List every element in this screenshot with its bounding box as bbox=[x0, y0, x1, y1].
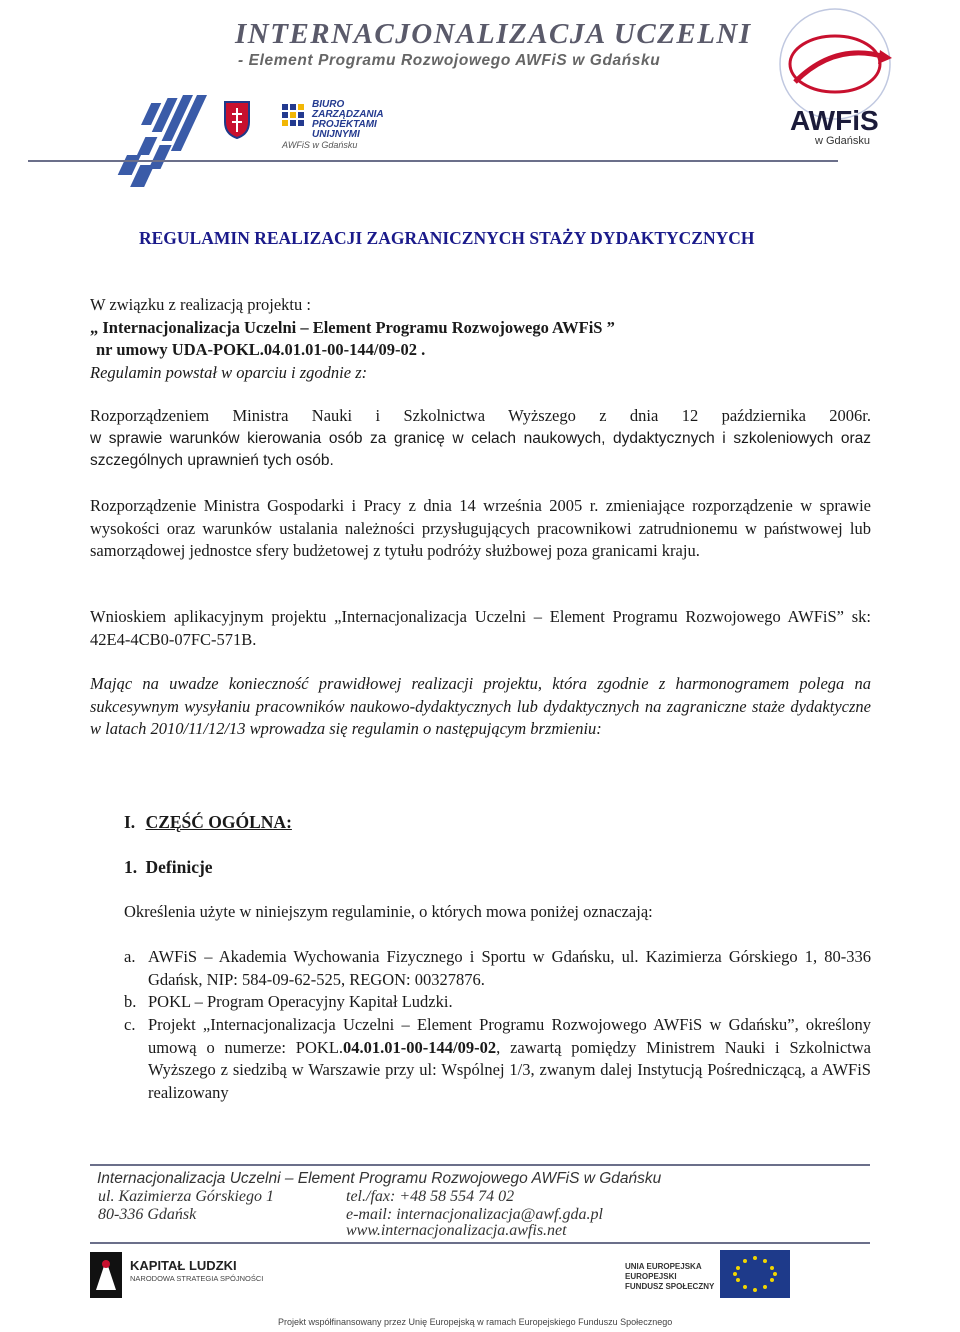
footer-address-1: ul. Kazimierza Górskiego 1 bbox=[98, 1188, 274, 1205]
coat-of-arms-icon bbox=[222, 100, 252, 140]
awfis-logo-subtitle: w Gdańsku bbox=[815, 135, 871, 147]
kapital-ludzki-title: KAPITAŁ LUDZKI bbox=[130, 1258, 237, 1273]
footer-institution: Internacjonalizacja Uczelni – Element Programu Rozwojowego AWFiS w Gdańsku bbox=[97, 1170, 662, 1187]
eu-fund-text: UNIA EUROPEJSKA EUROPEJSKI FUNDUSZ SPOŁECZNY bbox=[625, 1262, 715, 1291]
kapital-ludzki-subtitle: NARODOWA STRATEGIA SPÓJNOŚCI bbox=[130, 1274, 264, 1283]
intro-line-1: W związku z realizacją projektu : bbox=[90, 295, 311, 314]
header-divider bbox=[28, 160, 838, 162]
header-subtitle: - Element Programu Rozwojowego AWFiS w Gdańsku bbox=[238, 52, 661, 69]
purpose-paragraph: Mając na uwadze konieczność prawidłowej realizacji projektu, która zgodnie z harmonogramem polega na sukcesywnym wysyłaniu pracowników naukowo-dydaktycznych lub dydaktycznych na zagraniczne staże dydaktyczne w latach 2010/11/12/13 wprowadza się regulamin o następującym brzmieniu: bbox=[90, 674, 871, 738]
list-item: a. AWFiS – Akademia Wychowania Fizycznego i Sportu w Gdańsku, ul. Kazimierza Górskiego 1, 80-336 Gdańsk, NIP: 584-09-62-525, REGON: 00327876. bbox=[124, 947, 871, 989]
footer-divider-bottom bbox=[90, 1242, 870, 1244]
intro-block bbox=[90, 294, 615, 384]
intro-line-4: Regulamin powstał w oparciu i zgodnie z: bbox=[90, 362, 368, 382]
bzpu-logo-text: BIURO ZARZĄDZANIA PROJEKTAMI UNIJNYMI bbox=[312, 99, 384, 140]
footer-phone: tel./fax: +48 58 554 74 02 bbox=[346, 1188, 515, 1205]
cofinancing-note: Projekt współfinansowany przez Unię Europejską w ramach Europejskiego Funduszu Społecznego bbox=[278, 1317, 673, 1327]
intro-line-3: nr umowy UDA-POKL.04.01.01-00-144/09-02 . bbox=[96, 340, 426, 359]
regulation-2: Rozporządzenie Ministra Gospodarki i Pracy z dnia 14 września 2005 r. zmieniające rozporządzenie w sprawie wysokości oraz warunków ustalania należności przysługujących pracownikowi zatrudnionemu w państwowej lub samorządowej jednostce sfery budżetowej z tytułu podróży służbowej poza granicami kraju. bbox=[90, 496, 871, 560]
footer-address-2: 80-336 Gdańsk bbox=[98, 1206, 197, 1223]
kapital-ludzki-icon bbox=[88, 1250, 124, 1300]
list-item: b. POKL – Program Operacyjny Kapitał Ludzki. bbox=[124, 992, 453, 1011]
section-heading: I. CZĘŚĆ OGÓLNA: bbox=[124, 812, 292, 832]
definitions-intro: Określenia użyte w niniejszym regulaminie, o których mowa poniżej oznaczają: bbox=[124, 902, 653, 921]
bzpu-logo-icon bbox=[280, 100, 310, 140]
footer-email: e-mail: internacjonalizacja@awf.gda.pl bbox=[346, 1206, 603, 1223]
regulation-1: Rozporządzeniem Ministra Nauki i Szkolnictwa Wyższego z dnia 12 października 2006r. w sprawie warunków kierowania osób za granicę w celach naukowych, dydaktycznych i szkoleniowych oraz szczególnych uprawnień tych osób. bbox=[90, 406, 871, 469]
list-item: c. Projekt „Internacjonalizacja Uczelni – Element Programu Rozwojowego AWFiS w Gdańsku”, określony umową o numerze: POKL.04.01.01-00-144/09-02, zawartą pomiędzy Ministrem Nauki i Szkolnictwa Wyższego z siedzibą w Warszawie przy ul: Wspólnej 1/3, zwanym dalej Instytucją Pośredniczącą, a AWFiS realizowany bbox=[124, 1015, 872, 1102]
subsection-heading: 1. Definicje bbox=[124, 857, 213, 877]
eu-flag-icon bbox=[720, 1250, 790, 1298]
swoosh-graphic bbox=[95, 95, 225, 210]
awfis-logo-text: AWFiS bbox=[790, 105, 879, 136]
intro-line-2: „ Internacjonalizacja Uczelni – Element Programu Rozwojowego AWFiS ” bbox=[90, 317, 615, 337]
footer-divider-top bbox=[90, 1164, 870, 1166]
application-reference: Wnioskiem aplikacyjnym projektu „Internacjonalizacja Uczelni – Element Programu Rozwojowego AWFiS” sk: 42E4-4CB0-07FC-571B. bbox=[90, 607, 871, 649]
footer-website: www.internacjonalizacja.awfis.net bbox=[346, 1222, 567, 1239]
bzpu-logo-subtitle: AWFiS w Gdańsku bbox=[282, 140, 358, 150]
document-title: REGULAMIN REALIZACJI ZAGRANICZNYCH STAŻY DYDAKTYCZNYCH bbox=[139, 228, 755, 248]
header-title: INTERNACJONALIZACJA UCZELNI bbox=[235, 18, 752, 50]
